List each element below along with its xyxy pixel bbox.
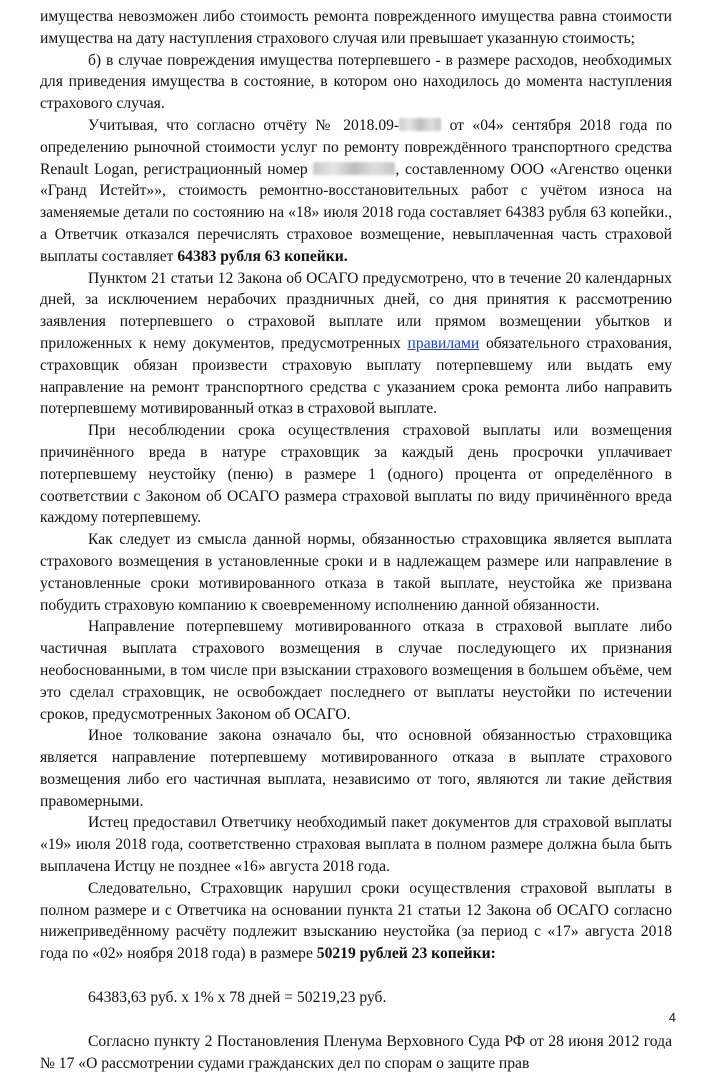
paragraph-3	[40, 115, 672, 268]
paragraph-4	[40, 268, 672, 421]
p3-bold-amount: 64383 рубля 63 копейки.	[177, 247, 348, 265]
paragraph-6: Как следует из смысла данной нормы, обязанностью страховщика является выплата страхового возмещения в установленные сроки и в надлежащем размере или направление в установленные сроки мотивированного отказа в такой выплате, неустойка же призвана побудить страховую компанию к своевременному исполнению данной обязанности.	[40, 531, 672, 614]
paragraph-1: имущества невозможен либо стоимость ремонта поврежденного имущества равна стоимости имущества на дату наступления страхового случая или превышает указанную стоимость;	[40, 8, 672, 47]
p10-text-a: Следовательно, Страховщик нарушил сроки осуществления страховой выплаты в полном размере и с Ответчика на основании пункта 21 статьи 12 Закона об ОСАГО согласно нижеприведённому расчёту подлежит взысканию неустойка (за период с «17» августа 2018 года по «02» ноября 2018 года) в размере	[40, 879, 672, 963]
paragraph-7: Направление потерпевшему мотивированного отказа в страховой выплате либо частичная выплата страхового возмещения в случае последующего их признания необоснованными, в том числе при взыскании страхового возмещения в большем объёме, чем это сделал страховщик, не освобождает последнего от выплаты неустойки по истечении сроков, предусмотренных Законом об ОСАГО.	[40, 618, 672, 723]
p4-text-a: Пунктом 21 статьи 12 Закона об ОСАГО предусмотрено, что в течение 20 календарных дней, за исключением нерабочих праздничных дней, со дня принятия к рассмотрению заявления потерпевшего о страховой выплате или прямом возмещении убытков и приложенных к нему документов, предусмотренных	[40, 269, 672, 352]
spacer	[40, 1009, 672, 1031]
paragraph-5: При несоблюдении срока осуществления страховой выплаты или возмещения причинённого вреда в натуре страховщик за каждый день просрочки уплачивает потерпевшему неустойку (пеню) в размере 1 (одного) процента от определённого в соответствии с Законом об ОСАГО размера страховой выплаты по виду причинённого вреда каждому потерпевшему.	[40, 422, 672, 527]
page-number: 4	[668, 1010, 676, 1025]
redacted-registration-number	[313, 162, 395, 175]
document-page	[40, 6, 672, 1074]
paragraph-11: Согласно пункту 2 Постановления Пленума Верховного Суда РФ от 28 июня 2012 года № 17 «О рассмотрении судами гражданских дел по спорам о защите прав	[40, 1032, 672, 1072]
paragraph-2: б) в случае повреждения имущества потерпевшего - в размере расходов, необходимых для приведения имущества в состояние, в котором оно находилось до момента наступления страхового случая.	[40, 51, 672, 113]
p10-bold-amount: 50219 рублей 23 копейки:	[316, 945, 496, 963]
paragraph-8: Иное толкование закона означало бы, что основной обязанностью страховщика является направление потерпевшему мотивированного отказа в выплате страхового возмещения либо его частичная выплата, независимо от того, являются ли такие действия правомерными.	[40, 727, 672, 810]
spacer	[40, 965, 672, 987]
p3-text-c: , составленному ООО «Агенство оценки «Гранд Истейт»», стоимость ремонтно-восстановительных работ с учётом износа на заменяемые детали по состоянию на «18» июля 2018 года составляет 64383 рубля 63 копейки., а Ответчик отказался перечислять страховое возмещение, невыплаченная часть страховой выплаты составляет	[40, 160, 672, 265]
p3-text-b: от «04» сентября 2018 года по определению рыночной стоимости услуг по ремонту повреждённого транспортного средства Renault Logan, регистрационный номер	[40, 116, 673, 178]
p3-text-a: Учитывая, что согласно отчёту № 2018.09-	[88, 116, 400, 134]
paragraph-9: Истец предоставил Ответчику необходимый пакет документов для страховой выплаты «19» июля 2018 года, соответственно страховая выплата в полном размере должна была быть выплачена Истцу не позднее «16» августа 2018 года.	[40, 814, 672, 876]
p4-text-b: обязательного страхования, страховщик обязан произвести страховую выплату потерпевшему или выдать ему направление на ремонт транспортного средства с указанием срока ремонта либо направить потерпевшему мотивированный отказ в страховой выплате.	[40, 334, 672, 418]
redacted-report-number	[399, 118, 441, 131]
rules-link[interactable]: правилами	[407, 334, 480, 352]
calculation-formula: 64383,63 руб. х 1% х 78 дней = 50219,23 руб.	[88, 989, 387, 1007]
paragraph-10	[40, 878, 672, 965]
